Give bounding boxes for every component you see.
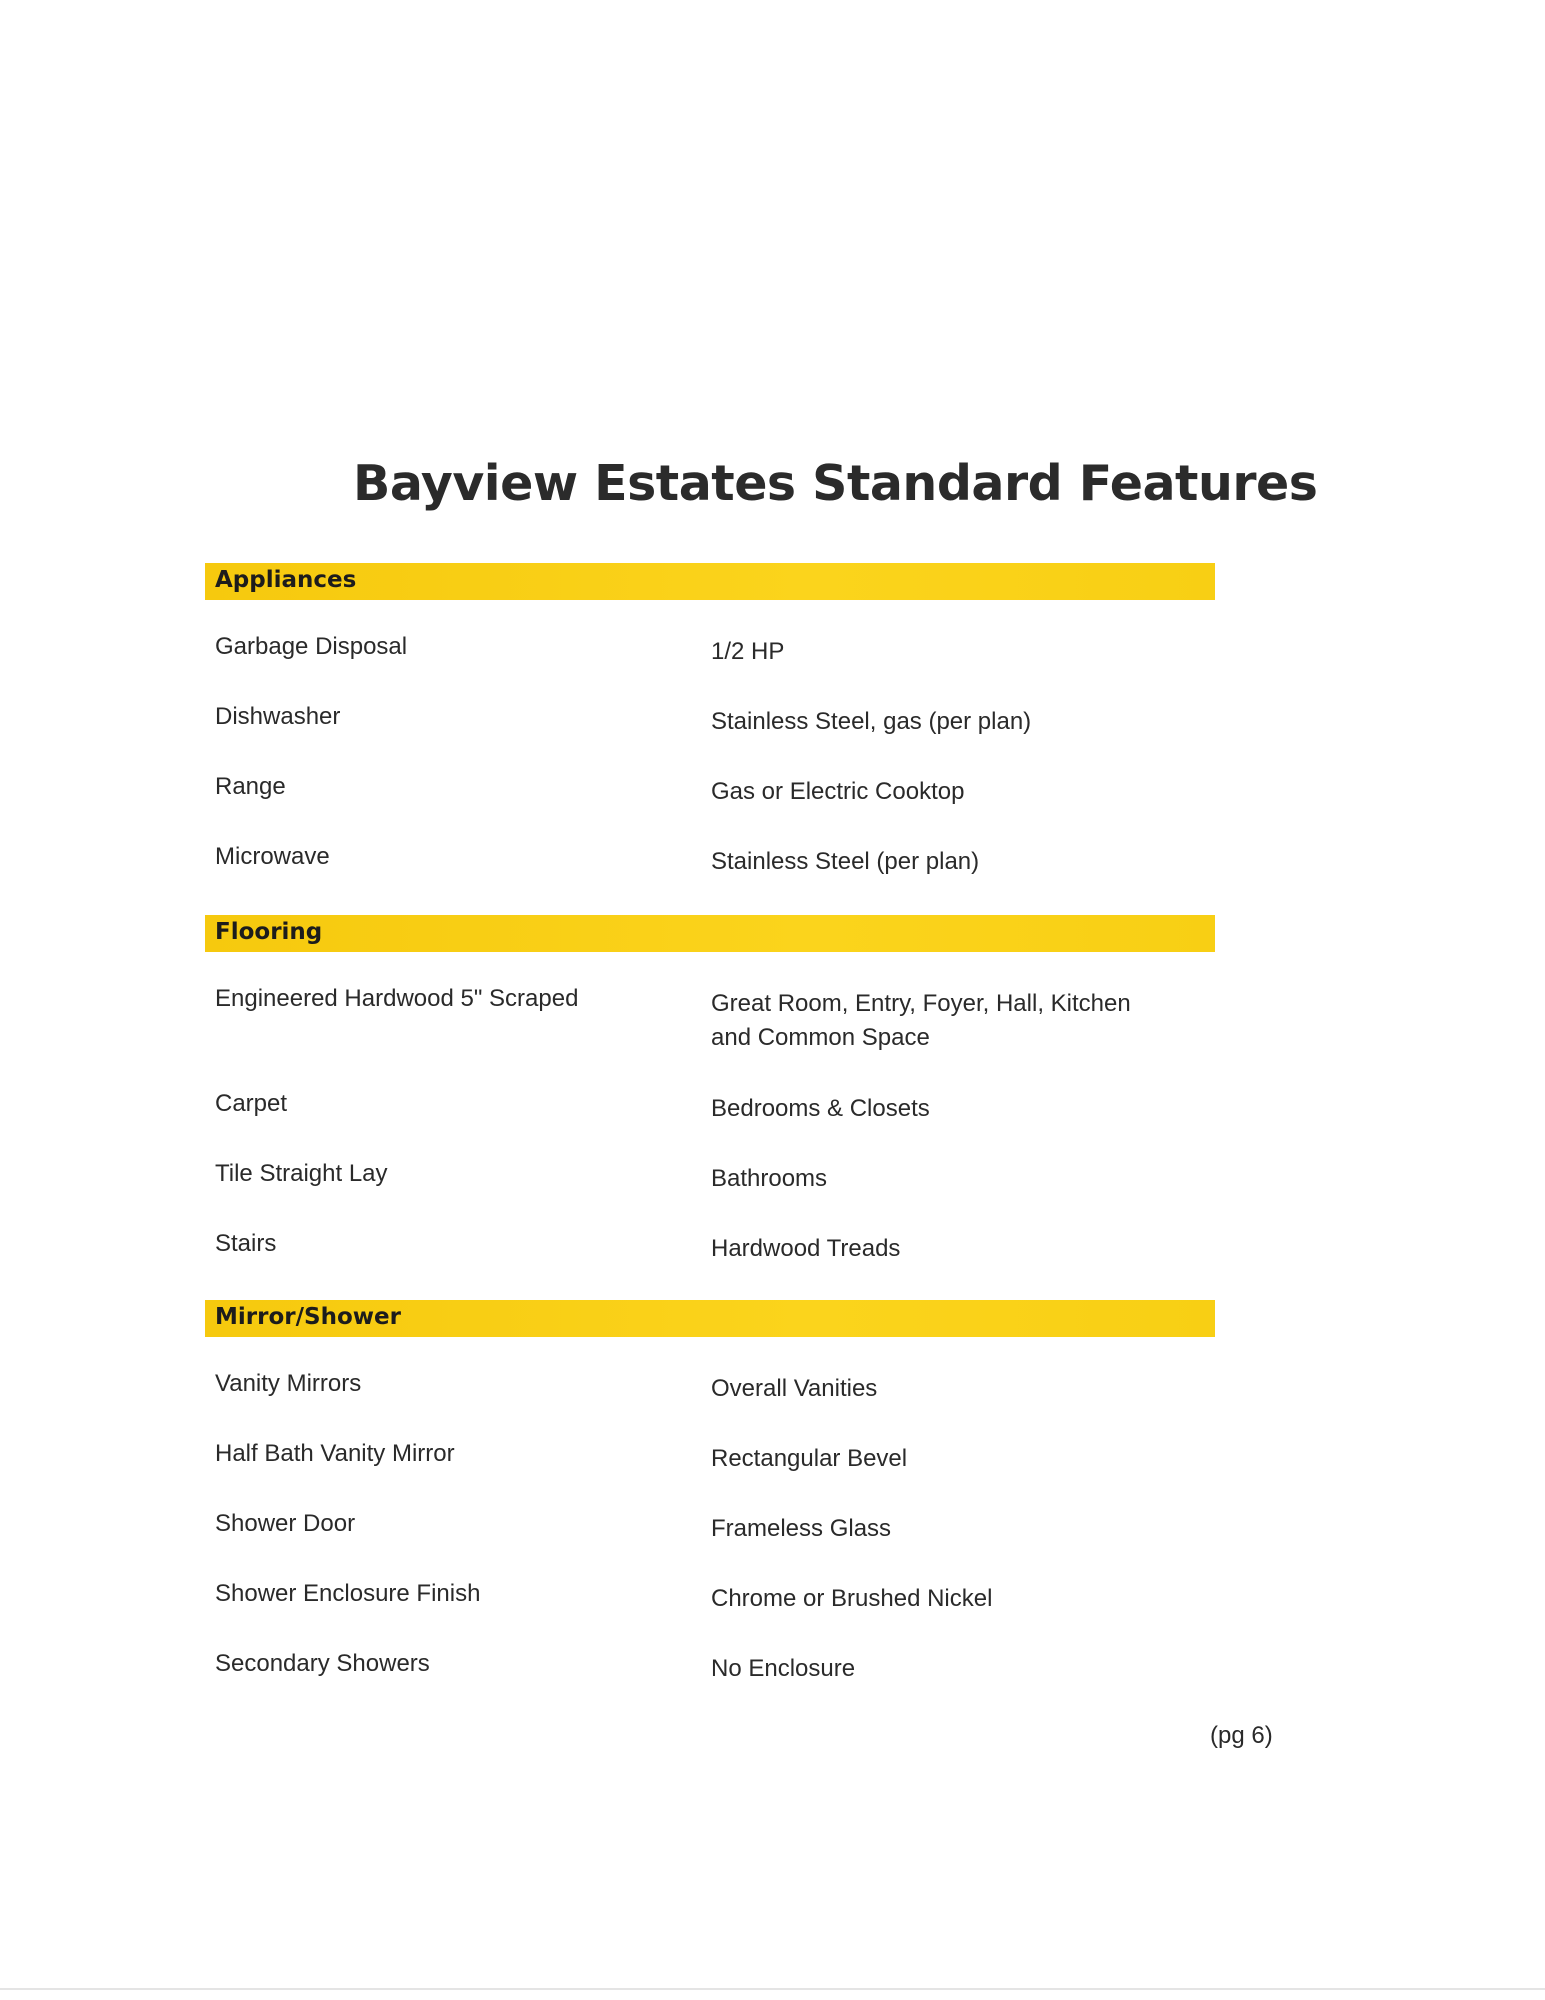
feature-value: Bathrooms xyxy=(711,1165,828,1192)
feature-value: No Enclosure xyxy=(711,1655,856,1682)
page-title: Bayview Estates Standard Features xyxy=(353,455,1318,512)
feature-row xyxy=(205,1230,1215,1300)
feature-label: Vanity Mirrors xyxy=(215,1370,362,1397)
feature-label: Range xyxy=(215,773,286,800)
feature-value: Chrome or Brushed Nickel xyxy=(711,1585,993,1612)
section-flooring xyxy=(205,915,1215,1300)
feature-value: Gas or Electric Cooktop xyxy=(711,778,965,805)
feature-row xyxy=(205,773,1215,843)
feature-row xyxy=(205,843,1215,913)
feature-label: Secondary Showers xyxy=(215,1650,430,1677)
page-number: (pg 6) xyxy=(1210,1722,1273,1749)
feature-row xyxy=(205,1650,1215,1720)
feature-value: Hardwood Treads xyxy=(711,1235,901,1262)
section-heading-bar xyxy=(205,1300,1215,1337)
feature-label: Shower Door xyxy=(215,1510,356,1537)
feature-row xyxy=(205,1580,1215,1650)
feature-value: Stainless Steel, gas (per plan) xyxy=(711,708,1032,735)
feature-row xyxy=(205,1090,1215,1160)
feature-label: Microwave xyxy=(215,843,330,870)
feature-label: Half Bath Vanity Mirror xyxy=(215,1440,455,1467)
feature-value: Overall Vanities xyxy=(711,1375,878,1402)
section-heading-bar xyxy=(205,563,1215,600)
feature-value: Stainless Steel (per plan) xyxy=(711,848,980,875)
feature-row xyxy=(205,985,1215,1090)
feature-value: Bedrooms & Closets xyxy=(711,1095,930,1122)
feature-label: Tile Straight Lay xyxy=(215,1160,388,1187)
feature-value: Great Room, Entry, Foyer, Hall, Kitchen and Common Space xyxy=(711,990,1131,1051)
feature-row xyxy=(205,1160,1215,1230)
feature-label: Garbage Disposal xyxy=(215,633,408,660)
section-heading: Mirror/Shower xyxy=(215,1304,401,1330)
feature-label: Carpet xyxy=(215,1090,288,1117)
feature-row xyxy=(205,633,1215,703)
feature-row xyxy=(205,1370,1215,1440)
section-heading: Appliances xyxy=(215,567,357,593)
feature-label: Shower Enclosure Finish xyxy=(215,1580,481,1607)
feature-label: Dishwasher xyxy=(215,703,341,730)
section-appliances xyxy=(205,563,1215,913)
feature-label: Stairs xyxy=(215,1230,277,1257)
section-mirror-shower xyxy=(205,1300,1215,1720)
feature-value: Frameless Glass xyxy=(711,1515,892,1542)
feature-value: Rectangular Bevel xyxy=(711,1445,908,1472)
feature-row xyxy=(205,703,1215,773)
section-heading-bar xyxy=(205,915,1215,952)
feature-label: Engineered Hardwood 5" Scraped xyxy=(215,985,579,1012)
section-heading: Flooring xyxy=(215,919,323,945)
feature-row xyxy=(205,1440,1215,1510)
scan-edge-divider xyxy=(0,1988,1545,1990)
feature-row xyxy=(205,1510,1215,1580)
feature-value: 1/2 HP xyxy=(711,638,785,665)
